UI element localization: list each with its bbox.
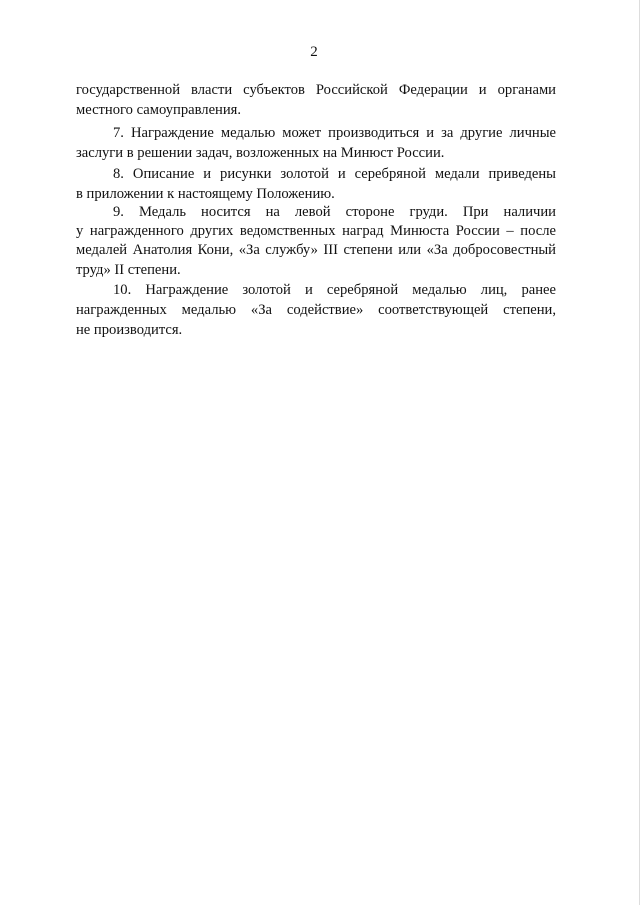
page-number: 2 [310,44,318,60]
text-line: местного самоуправления. [76,102,242,118]
text-line: не производится. [76,322,183,338]
text-line: труд» II степени. [76,262,181,278]
text-line: заслуги в решении задач, возложенных на Минюст России. [76,145,445,161]
text-line: 9. Медаль носится на левой стороне груди. При наличии [113,204,556,220]
text-line: государственной власти субъектов Российской Федерации и органами [76,82,556,98]
text-line: медалей Анатолия Кони, «За службу» III степени или «За добросовестный [76,242,556,258]
text-line: 10. Награждение золотой и серебряной медалью лиц, ранее [113,282,556,298]
text-line: награжденных медалью «За содействие» соответствующей степени, [76,302,556,318]
text-line: 7. Награждение медалью может производиться и за другие личные [113,125,556,141]
text-line: в приложении к настоящему Положению. [76,186,335,202]
text-line: 8. Описание и рисунки золотой и серебряной медали приведены [113,166,556,182]
text-line: у награжденного других ведомственных наград Минюста России – после [76,223,556,239]
